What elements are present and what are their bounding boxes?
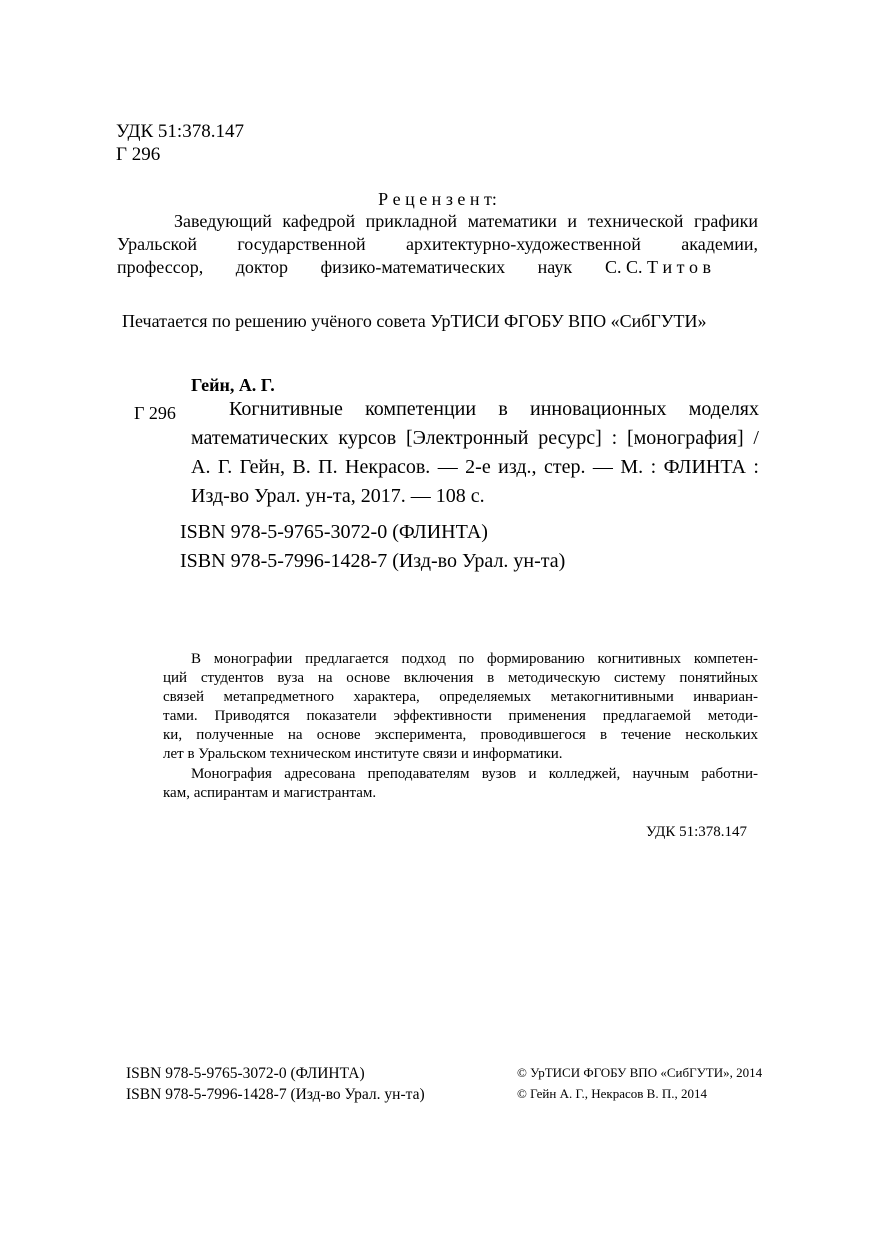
catalog-isbn-2: ISBN 978-5-7996-1428-7 (Изд-во Урал. ун-та): [180, 550, 566, 572]
abstract-line-4: тами. Приводятся показатели эффективности применения предлагаемой методи-: [163, 708, 758, 724]
udk-code: УДК 51:378.147: [116, 121, 244, 142]
reviewer-line-3: [117, 255, 711, 279]
reviewer-line-1: Заведующий кафедрой прикладной математики и технической графики: [174, 211, 758, 231]
catalog-isbn-1: ISBN 978-5-9765-3072-0 (ФЛИНТА): [180, 521, 488, 543]
abstract-line-7: Монография адресована преподавателям вузов и колледжей, научным работни-: [191, 766, 758, 782]
publication-note: Печатается по решению учёного совета УрТИСИ ФГОБУ ВПО «СибГУТИ»: [122, 311, 707, 331]
library-code: Г 296: [116, 144, 161, 165]
abstract-line-2: ций студентов вуза на основе включения в методическую систему понятийных: [163, 670, 758, 686]
reviewer-position: профессор, доктор физико-математических наук: [117, 257, 573, 277]
abstract-line-6: лет в Уральском техническом институте связи и информатики.: [163, 746, 563, 762]
footer-copyright-1: © УрТИСИ ФГОБУ ВПО «СибГУТИ», 2014: [517, 1065, 763, 1080]
abstract-udk: УДК 51:378.147: [646, 824, 748, 840]
reviewer-name: С. С. Т и т о в: [604, 257, 711, 277]
catalog-line-3: А. Г. Гейн, В. П. Некрасов. — 2-е изд., стер. — М. : ФЛИНТА :: [191, 456, 759, 478]
catalog-author: Гейн, А. Г.: [191, 375, 275, 395]
abstract-line-1: В монографии предлагается подход по формированию когнитивных компетен-: [191, 651, 758, 667]
catalog-line-2: математических курсов [Электронный ресурс] : [монография] /: [191, 427, 759, 449]
abstract-line-8: кам, аспирантам и магистрантам.: [163, 785, 377, 801]
reviewer-title: Р е ц е н з е н т:: [378, 189, 497, 209]
catalog-code: Г 296: [134, 403, 176, 423]
footer-isbn-1: ISBN 978-5-9765-3072-0 (ФЛИНТА): [126, 1065, 365, 1082]
abstract-line-3: связей метапредметного характера, определяемых метакогнитивными инвариан-: [163, 689, 758, 705]
abstract-line-5: ки, полученные на основе эксперимента, проводившегося в течение нескольких: [163, 727, 758, 743]
footer-isbn-2: ISBN 978-5-7996-1428-7 (Изд-во Урал. ун-та): [126, 1086, 425, 1103]
catalog-line-1: Когнитивные компетенции в инновационных моделях: [229, 398, 759, 420]
reviewer-line-2: Уральской государственной архитектурно-художественной академии,: [117, 234, 758, 254]
catalog-line-4: Изд-во Урал. ун-та, 2017. — 108 с.: [191, 485, 485, 507]
footer-copyright-2: © Гейн А. Г., Некрасов В. П., 2014: [517, 1086, 707, 1101]
